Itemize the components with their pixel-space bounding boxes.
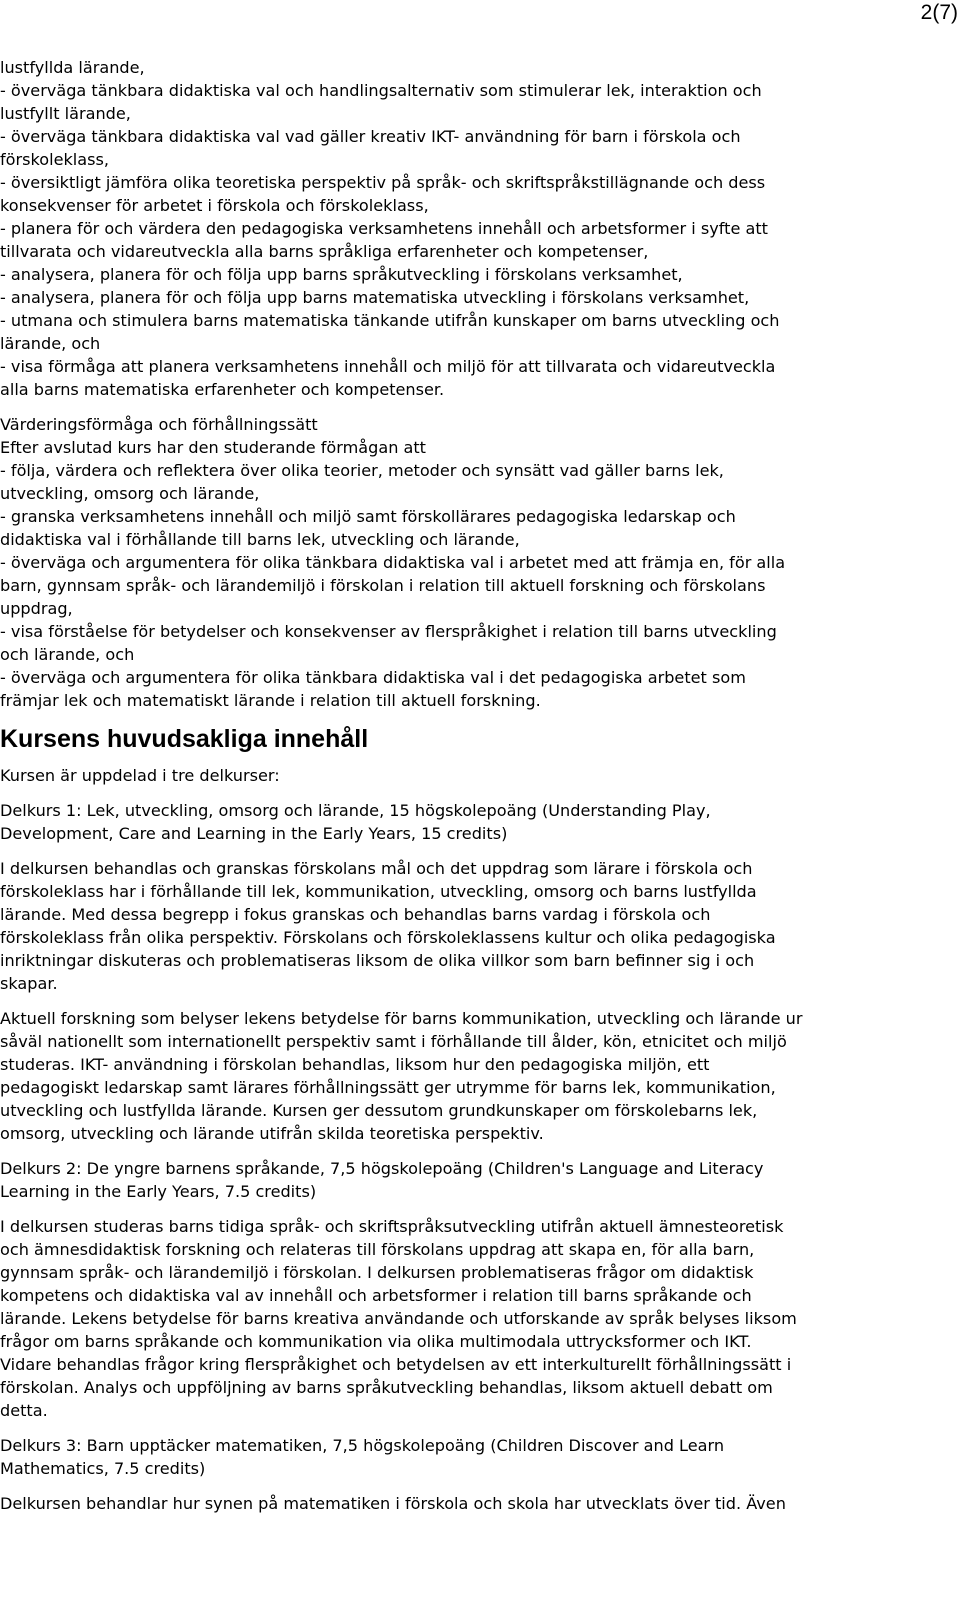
text-line: Delkurs 3: Barn upptäcker matematiken, 7,5 högskolepoäng (Children Discover and Learn	[0, 1436, 725, 1455]
text-line: omsorg, utveckling och lärande utifrån skilda teoretiska perspektiv.	[0, 1124, 544, 1143]
text-line: lärande. Lekens betydelse för barns kreativa användande och utforskande av språk belyses liksom	[0, 1309, 797, 1328]
text-line: pedagogiskt ledarskap samt lärares förhållningssätt ger utrymme för barns lek, kommunikation,	[0, 1078, 776, 1097]
text-line: - analysera, planera för och följa upp barns matematiska utveckling i förskolans verksamhet,	[0, 288, 750, 307]
text-line: förskolan. Analys och uppföljning av barns språkutveckling behandlas, liksom aktuell debatt om	[0, 1378, 773, 1397]
text-line: - analysera, planera för och följa upp barns språkutveckling i förskolans verksamhet,	[0, 265, 683, 284]
delkurs-1-paragraph-2	[0, 1007, 960, 1145]
text-line: alla barns matematiska erfarenheter och kompetenser.	[0, 380, 445, 399]
text-line: frågor om barns språkande och kommunikation via olika multimodala uttrycksformer och IKT.	[0, 1332, 752, 1351]
text-line: inriktningar diskuteras och problematiseras liksom de olika villkor som barn befinner sig i och	[0, 951, 755, 970]
intro-line: Kursen är uppdelad i tre delkurser:	[0, 766, 280, 785]
text-line: - följa, värdera och reflektera över olika teorier, metoder och synsätt vad gäller barns lek,	[0, 461, 724, 480]
text-line: Efter avslutad kurs har den studerande förmågan att	[0, 438, 426, 457]
text-line: detta.	[0, 1401, 48, 1420]
text-line: - överväga tänkbara didaktiska val vad gäller kreativ IKT- användning för barn i förskola och	[0, 127, 741, 146]
text-line: lustfyllt lärande,	[0, 104, 131, 123]
delkurs-2-title	[0, 1157, 960, 1203]
text-line: barn, gynnsam språk- och lärandemiljö i förskolan i relation till aktuell forskning och förskolans	[0, 576, 766, 595]
text-line: lärande. Med dessa begrepp i fokus granskas och behandlas barns vardag i förskola och	[0, 905, 711, 924]
text-line: - planera för och värdera den pedagogiska verksamhetens innehåll och arbetsformer i syfte att	[0, 219, 768, 238]
delkurs-3-title	[0, 1434, 960, 1480]
text-line: konsekvenser för arbetet i förskola och förskoleklass,	[0, 196, 429, 215]
text-line: I delkursen behandlas och granskas förskolans mål och det uppdrag som lärare i förskola och	[0, 859, 753, 878]
text-line: utveckling och lustfyllda lärande. Kursen ger dessutom grundkunskaper om förskolebarns lek,	[0, 1101, 758, 1120]
delkurs-3-paragraph-1	[0, 1492, 960, 1515]
text-line: tillvarata och vidareutveckla alla barns språkliga erfarenheter och kompetenser,	[0, 242, 649, 261]
text-line: lustfyllda lärande,	[0, 58, 145, 77]
text-line: och ämnesdidaktisk forskning och relateras till förskolans uppdrag att skapa en, för alla barn,	[0, 1240, 755, 1259]
text-line: - visa förståelse för betydelser och konsekvenser av flerspråkighet i relation till barns utveckling	[0, 622, 777, 641]
text-line: - överväga och argumentera för olika tänkbara didaktiska val i det pedagogiska arbetet som	[0, 668, 746, 687]
text-line: Delkursen behandlar hur synen på matematiken i förskola och skola har utvecklats över tid. Även	[0, 1494, 786, 1513]
section-heading: Kursens huvudsakliga innehåll	[0, 725, 369, 753]
text-line: studeras. IKT- användning i förskolan behandlas, liksom hur den pedagogiska miljön, ett	[0, 1055, 710, 1074]
text-line: Aktuell forskning som belyser lekens betydelse för barns kommunikation, utveckling och lärande ur	[0, 1009, 803, 1028]
text-line: Delkurs 1: Lek, utveckling, omsorg och lärande, 15 högskolepoäng (Understanding Play,	[0, 801, 711, 820]
page-number: 2(7)	[920, 1, 958, 24]
objectives-block-1	[0, 56, 960, 401]
text-line: såväl nationellt som internationellt perspektiv samt i förhållande till ålder, kön, etnicitet och miljö	[0, 1032, 787, 1051]
text-line: Development, Care and Learning in the Early Years, 15 credits)	[0, 824, 508, 843]
text-line: Learning in the Early Years, 7.5 credits)	[0, 1182, 317, 1201]
text-line: Mathematics, 7.5 credits)	[0, 1459, 206, 1478]
delkurs-2-paragraph-1	[0, 1215, 960, 1422]
text-line: skapar.	[0, 974, 58, 993]
text-line: förskoleklass,	[0, 150, 110, 169]
text-line: gynnsam språk- och lärandemiljö i förskolan. I delkursen problematiseras frågor om didaktisk	[0, 1263, 754, 1282]
text-line: - överväga och argumentera för olika tänkbara didaktiska val i arbetet med att främja en, för alla	[0, 553, 786, 572]
delkurs-1-paragraph-1	[0, 857, 960, 995]
text-line: förskoleklass har i förhållande till lek, kommunikation, utveckling, omsorg och barns lustfyllda	[0, 882, 757, 901]
text-line: Vidare behandlas frågor kring flerspråkighet och betydelsen av ett interkulturellt förhållningssätt i	[0, 1355, 792, 1374]
document-body	[0, 56, 960, 1515]
text-line: förskoleklass från olika perspektiv. Förskolans och förskoleklassens kultur och olika pedagogiska	[0, 928, 776, 947]
text-line: - granska verksamhetens innehåll och miljö samt förskollärares pedagogiska ledarskap och	[0, 507, 736, 526]
text-line: - utmana och stimulera barns matematiska tänkande utifrån kunskaper om barns utveckling och	[0, 311, 780, 330]
text-line: didaktiska val i förhållande till barns lek, utveckling och lärande,	[0, 530, 520, 549]
text-line: och lärande, och	[0, 645, 135, 664]
text-line: uppdrag,	[0, 599, 73, 618]
text-line: lärande, och	[0, 334, 101, 353]
text-line: - översiktligt jämföra olika teoretiska perspektiv på språk- och skriftspråkstillägnande och dess	[0, 173, 766, 192]
text-line: främjar lek och matematiskt lärande i relation till aktuell forskning.	[0, 691, 541, 710]
text-line: - visa förmåga att planera verksamhetens innehåll och miljö för att tillvarata och vidareutveckla	[0, 357, 776, 376]
text-line: kompetens och didaktiska val av innehåll och arbetsformer i relation till barns språkande och	[0, 1286, 752, 1305]
text-line: Delkurs 2: De yngre barnens språkande, 7,5 högskolepoäng (Children's Language and Literacy	[0, 1159, 764, 1178]
subheading: Värderingsförmåga och förhållningssätt	[0, 415, 318, 434]
objectives-block-2	[0, 413, 960, 712]
text-line: utveckling, omsorg och lärande,	[0, 484, 260, 503]
text-line: - överväga tänkbara didaktiska val och handlingsalternativ som stimulerar lek, interaktion och	[0, 81, 762, 100]
text-line: I delkursen studeras barns tidiga språk- och skriftspråksutveckling utifrån aktuell ämnesteoretisk	[0, 1217, 784, 1236]
delkurs-1-title	[0, 799, 960, 845]
